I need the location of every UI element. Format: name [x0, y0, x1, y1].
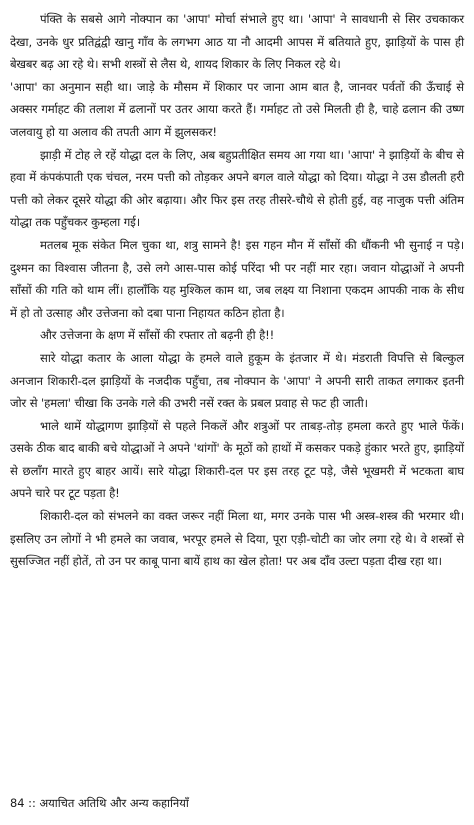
paragraph-7: भाले थामें योद्धागण झाड़ियों से पहले निकलें और शत्रुओं पर ताबड़-तोड़ हमला करते हुए भाले फेंकें। उसके ठीक बाद बाकी बचे योद्धाओं ने अपने 'थांगों' के मूठों को हाथों में कसकर पकड़े हुंकार भरते हुए, झाड़ियों से छलाँग मारते हुए बाहर आयें। सारे योद्धा शिकारी-दल पर इस तरह टूट पड़े, जैसे भूखमरी में भटकता बाघ अपने चारे पर टूट पड़ता है! [10, 418, 464, 501]
paragraph-1: पंक्ति के सबसे आगे नोक्पान का 'आपा' मोर्चा संभाले हुए था। 'आपा' ने सावधानी से सिर उचकाकर देखा, उनके धुर प्रतिद्वंद्वी खानु गाँव के लगभग आठ या नौ आदमी आपस में बतियाते हुए, झाड़ियों के पास ही बेखबर बढ़ आ रहे थे। सभी शस्त्रों से लैस थे, शायद शिकार के लिए निकल रहे थे। [10, 12, 464, 72]
paragraph-3: झाड़ी में टोह ले रहें योद्धा दल के लिए, अब बहुप्रतीक्षित समय आ गया था। 'आपा' ने झाड़ियों के बीच से हवा में कंपकंपाती एक चंचल, नरम पत्ती को तोड़कर अपने बगल वाले योद्धा को दिया। योद्धा ने उस डौलती हरी पत्ती को लेकर दूसरे योद्धा की ओर बढ़ाया। और फिर इस तरह तीसरे-चौथे से होती हुई, वह नाजुक पत्ती अंतिम योद्धा तक पहुँचकर कुम्हला गई। [10, 147, 464, 230]
page-body [10, 8, 464, 573]
page-footer [10, 793, 189, 813]
paragraph-5: और उत्तेजना के क्षण में साँसों की रफ्तार तो बढ़नी ही है!! [40, 328, 275, 343]
footer-separator: :: [28, 796, 36, 810]
book-title: अयाचित अतिथि और अन्य कहानियाँ [39, 796, 189, 810]
paragraph-4: मतलब मूक संकेत मिल चुका था, शत्रु सामने है! इस गहन मौन में साँसों की धौंकनी भी सुनाई न पड़े। दुश्मन का विश्वास जीतना है, उसे लगे आस-पास कोई परिंदा भी पर नहीं मार रहा। जवान योद्धाओं ने अपनी साँसों की गति को थाम लीं। हालाँकि यह मुश्किल काम था, जब लक्ष्य या निशाना एकदम आपकी नाक के सीध में हो तो उत्साह और उत्तेजना को दबा पाना निहायत कठिन होता है। [10, 237, 464, 320]
paragraph-2: 'आपा' का अनुमान सही था। जाड़े के मौसम में शिकार पर जाना आम बात है, जानवर पर्वतों की ऊँचाई से अक्सर गर्माहट की तलाश में ढलानों पर उतर आया करते हैं। गर्माहट तो उसे मिलती ही है, चाहे ढलान की उष्ण जलवायु हो या अलाव की तपती आग में झुलसकर! [10, 79, 464, 139]
page-number: 84 [10, 796, 25, 810]
paragraph-6: सारे योद्धा कतार के आला योद्धा के हमले वाले हुकूम के इंतजार में थे। मंडराती विपत्ति से बिल्कुल अनजान शिकारी-दल झाड़ियों के नजदीक पहुँचा, तब नोक्पान के 'आपा' ने अपनी सारी ताकत लगाकर इतनी जोर से 'हमला' चीखा कि उनके गले की उभरी नसें रक्त के प्रबल प्रवाह से फट ही जाती। [10, 350, 464, 411]
paragraph-8: शिकारी-दल को संभलने का वक्त जरूर नहीं मिला था, मगर उनके पास भी अस्त्र-शस्त्र की भरमार थी। इसलिए उन लोगों ने भी हमले का जवाब, भरपूर हमले से दिया, पूरा एड़ी-चोटी का जोर लगा रहे थे। वे शस्त्रों से सुसज्जित नहीं होतें, तो उन पर काबू पाना बायें हाथ का खेल होता! पर अब दाँव उल्टा पड़ता दीख रहा था। [10, 509, 464, 569]
